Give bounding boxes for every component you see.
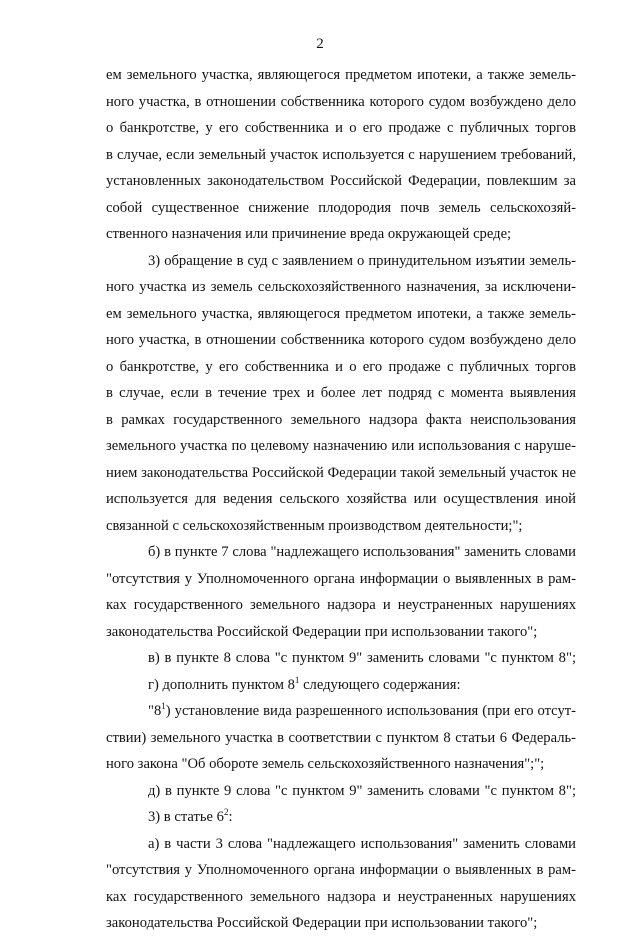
text-line: ного участка, в отношении собственника которого судом возбуждено дело [106, 93, 576, 110]
text-line: "отсутствия у Уполномоченного органа информации о выявленных в рам- [106, 570, 576, 587]
text-line: связанной с сельскохозяйственным производством деятельности;"; [106, 517, 523, 534]
paragraph [106, 645, 576, 672]
paragraph [106, 804, 576, 831]
text-line: ного закона "Об обороте земель сельскохозяйственного назначения";"; [106, 756, 545, 772]
paragraph [106, 831, 576, 937]
text-line: ках государственного земельного надзора и неустраненных нарушениях [106, 597, 576, 613]
text-fragment: г) дополнить пунктом 8 [148, 676, 295, 693]
text-line: законодательства Российской Федерации при использовании такого"; [106, 623, 538, 640]
text-line: установленных законодательством Российской Федерации, повлекшим за [106, 173, 576, 189]
text-line: ках государственного земельного надзора и неустраненных нарушениях [106, 888, 576, 905]
text-line: а) в части 3 слова "надлежащего использования" заменить словами [148, 835, 576, 852]
text-line: в случае, если в течение трех и более лет подряд с момента выявления [106, 385, 576, 401]
superscript: 1 [294, 674, 300, 685]
text-line: ем земельного участка, являющегося предметом ипотеки, а также земель- [106, 305, 576, 322]
text-fragment: следующего содержания: [299, 676, 461, 693]
text-line: земельного участка по целевому назначению или использования с наруше- [106, 438, 576, 454]
text-line: ственного назначения или причинение вреда окружающей среде; [106, 226, 512, 242]
text-line [106, 804, 576, 831]
text-fragment: : [228, 809, 233, 825]
paragraph [106, 248, 576, 540]
text-line: о банкротстве, у его собственника и о его продаже с публичных торгов [106, 358, 576, 375]
text-line: ем земельного участка, являющегося предметом ипотеки, а также земель- [106, 67, 576, 83]
text-fragment: 3) в статье 6 [148, 809, 224, 825]
text-fragment: "8 [148, 703, 162, 719]
superscript: 2 [223, 807, 229, 817]
text-line: нием законодательства Российской Федерации такой земельный участок не [106, 464, 576, 481]
text-line: в) в пункте 8 слова "с пунктом 9" заменить словами "с пунктом 8"; [148, 650, 576, 666]
text-line [106, 698, 576, 725]
paragraph [106, 672, 576, 699]
text-line: ного участка из земель сельскохозяйственного назначения, за исключени- [106, 279, 576, 295]
superscript: 1 [161, 701, 166, 711]
paragraph [106, 62, 576, 248]
text-line: используется для ведения сельского хозяйства или осуществления иной [106, 491, 576, 507]
paragraph [106, 778, 576, 805]
text-line: в случае, если земельный участок используется с нарушением требований, [106, 146, 576, 163]
text-line: ствии) земельного участка в соответствии с пунктом 8 статьи 6 Федераль- [106, 729, 576, 746]
text-line: в рамках государственного земельного надзора факта неиспользования [106, 411, 576, 428]
text-line: собой существенное снижение плодородия почв земель сельскохозяй- [106, 199, 576, 216]
text-line: 3) обращение в суд с заявлением о принудительном изъятии земель- [148, 252, 576, 269]
document-body [106, 62, 576, 937]
text-line [106, 672, 576, 699]
text-line: д) в пункте 9 слова "с пунктом 9" заменить словами "с пунктом 8"; [148, 782, 576, 799]
page-number: 2 [316, 36, 324, 52]
text-line: законодательства Российской Федерации при использовании такого"; [106, 915, 538, 931]
text-fragment: ) установление вида разрешенного использования (при его отсут- [165, 703, 576, 719]
paragraph [106, 539, 576, 645]
text-line: "отсутствия у Уполномоченного органа информации о выявленных в рам- [106, 862, 576, 878]
text-line: ного участка, в отношении собственника которого судом возбуждено дело [106, 332, 576, 348]
text-line: о банкротстве, у его собственника и о его продаже с публичных торгов [106, 120, 576, 136]
paragraph [106, 698, 576, 778]
text-line: б) в пункте 7 слова "надлежащего использования" заменить словами [148, 544, 576, 560]
